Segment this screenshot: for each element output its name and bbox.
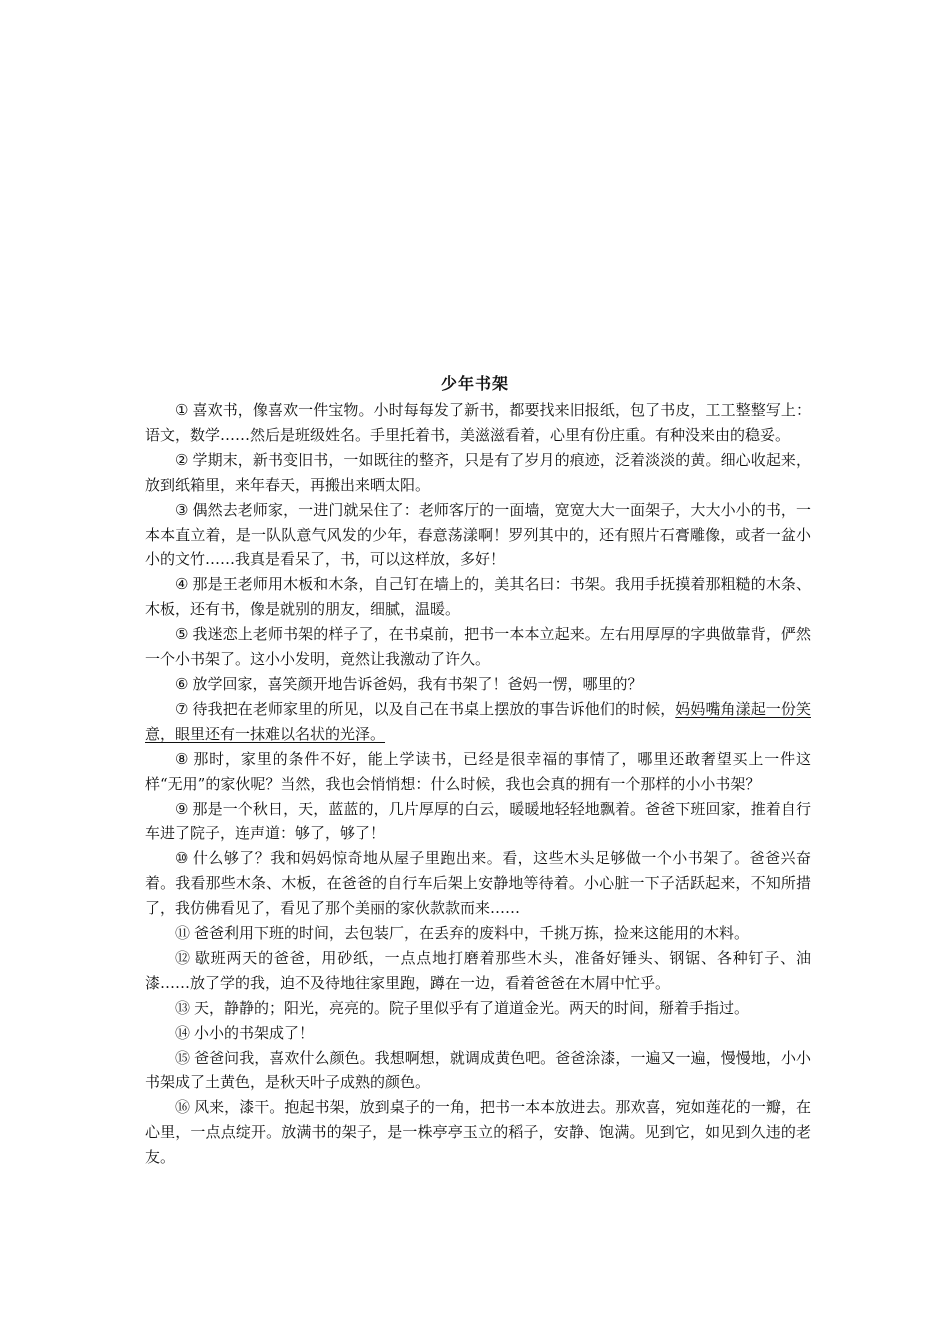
paragraph-text: 那是一个秋日，天，蓝蓝的，几片厚厚的白云，暖暖地轻轻地飘着。爸爸下班回家，推着自行车进了院子，连声道：够了，够了！ <box>145 799 811 843</box>
paragraph-number: ④ <box>175 575 189 594</box>
paragraph-number: ⑩ <box>175 849 189 868</box>
paragraph-text: 放学回家，喜笑颜开地告诉爸妈，我有书架了！爸妈一愣，哪里的？ <box>192 674 643 693</box>
paragraph-13 <box>145 996 811 1021</box>
paragraph-text: 偶然去老师家，一进门就呆住了：老师客厅的一面墙，宽宽大大一面架子，大大小小的书，一本本直立着，是一队队意气风发的少年，春意荡漾啊！罗列其中的，还有照片石膏雕像，或者一盆小小的文竹……我真是看呆了，书，可以这样放，多好！ <box>145 500 811 569</box>
paragraph-number: ⑯ <box>175 1098 191 1117</box>
paragraph-text: 学期末，新书变旧书，一如既往的整齐，只是有了岁月的痕迹，泛着淡淡的黄。细心收起来，放到纸箱里，来年春天，再搬出来晒太阳。 <box>145 450 811 494</box>
paragraph-number: ⑧ <box>175 749 190 768</box>
paragraph-text: 爸爸利用下班的时间，去包装厂，在丢弃的废料中，千挑万拣，捡来这能用的木料。 <box>194 924 750 943</box>
paragraph-2 <box>145 448 811 498</box>
paragraph-3 <box>145 498 811 573</box>
paragraph-11 <box>145 921 811 946</box>
paragraph-text: 那是王老师用木板和木条，自己钉在墙上的，美其名曰：书架。我用手抚摸着那粗糙的木条、木板，还有书，像是就别的朋友，细腻，温暖。 <box>145 575 811 619</box>
article-body <box>145 398 811 1170</box>
paragraph-text: 待我把在老师家里的所见，以及自己在书桌上摆放的事告诉他们的时候， <box>192 699 676 718</box>
paragraph-number: ⑨ <box>175 799 189 818</box>
paragraph-text: 那时，家里的条件不好，能上学读书，已经是很幸福的事情了，哪里还敢奢望买上一件这样“无用”的家伙呢？当然，我也会悄悄想：什么时候，我也会真的拥有一个那样的小小书架？ <box>145 749 811 793</box>
paragraph-number: ② <box>175 450 189 469</box>
paragraph-text: 歇班两天的爸爸，用砂纸，一点点地打磨着那些木头，准备好锤头、钢锯、各种钉子、油漆……放了学的我，迫不及待地往家里跑，蹲在一边，看着爸爸在木屑中忙乎。 <box>145 948 811 992</box>
paragraph-text: 天，静静的；阳光，亮亮的。院子里似乎有了道道金光。两天的时间，掰着手指过。 <box>194 998 750 1017</box>
paragraph-8 <box>145 747 811 797</box>
paragraph-12 <box>145 946 811 996</box>
paragraph-text: 我迷恋上老师书架的样子了，在书桌前，把书一本本立起来。左右用厚厚的字典做靠背，俨然一个小书架了。这小小发明，竟然让我激动了许久。 <box>145 625 811 669</box>
paragraph-number: ⑬ <box>175 998 191 1017</box>
paragraph-7 <box>145 697 811 747</box>
paragraph-10 <box>145 846 811 921</box>
paragraph-number: ⑪ <box>175 924 191 943</box>
paragraph-number: ⑭ <box>175 1023 191 1042</box>
paragraph-number: ⑫ <box>175 948 191 967</box>
article-title: 少年书架 <box>440 374 509 393</box>
paragraph-1 <box>145 398 811 448</box>
paragraph-15 <box>145 1046 811 1096</box>
paragraph-text: 喜欢书，像喜欢一件宝物。小时每每发了新书，都要找来旧报纸，包了书皮，工工整整写上：语文，数学……然后是班级姓名。手里托着书，美滋滋看着，心里有份庄重。有种没来由的稳妥。 <box>145 401 811 444</box>
paragraph-number: ⑥ <box>175 674 189 693</box>
paragraph-text: 小小的书架成了！ <box>194 1023 315 1042</box>
paragraph-number: ⑦ <box>175 699 189 718</box>
paragraph-4 <box>145 572 811 622</box>
paragraph-6 <box>145 672 811 697</box>
paragraph-14 <box>145 1021 811 1046</box>
paragraph-text: 爸爸问我，喜欢什么颜色。我想啊想，就调成黄色吧。爸爸涂漆，一遍又一遍，慢慢地，小小书架成了土黄色，是秋天叶子成熟的颜色。 <box>145 1048 811 1092</box>
paragraph-number: ⑮ <box>175 1048 191 1067</box>
paragraph-number: ⑤ <box>175 625 189 644</box>
paragraph-number: ③ <box>175 500 189 519</box>
paragraph-5 <box>145 622 811 672</box>
paragraph-9 <box>145 797 811 847</box>
paragraph-number: ① <box>175 401 189 419</box>
paragraph-text: 风来，漆干。抱起书架，放到桌子的一角，把书一本本放进去。那欢喜，宛如莲花的一瓣，在心里，一点点绽开。放满书的架子，是一株亭亭玉立的稻子，安静、饱满。见到它，如见到久违的老友。 <box>145 1098 811 1167</box>
paragraph-text: 什么够了？我和妈妈惊奇地从屋子里跑出来。看，这些木头足够做一个小书架了。爸爸兴奋着。我看那些木条、木板，在爸爸的自行车后架上安静地等待着。小心脏一下子活跃起来，不知所措了，我仿佛看见了，看见了那个美丽的家伙款款而来…… <box>145 849 811 918</box>
underlined-sentence: 妈妈嘴角漾起一份笑意，眼里还有一抹难以名状的光泽。 <box>145 699 811 743</box>
paragraph-16 <box>145 1095 811 1170</box>
